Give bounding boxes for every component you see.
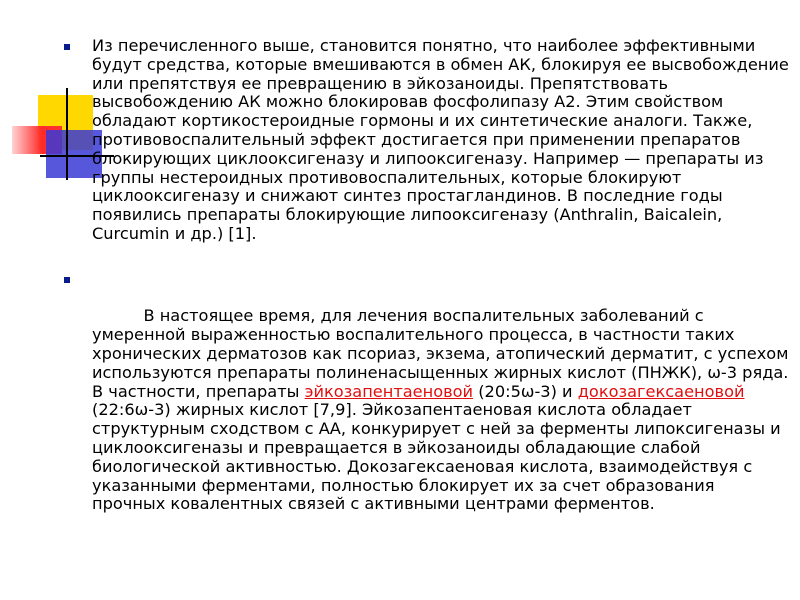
bullet-2-text-end: (22:6ω-3) жирных кислот [7,9]. Эйкозапентаеновая кислота обладает структурным сходством с АА, конкурирует с ней за ферменты липоксигеназы и циклооксигеназы и превращается в эйкозаноиды обладающие слабой биологической активностью. Докозагексаеновая кислота, взаимодействуя с указанными ферментами, полностью блокирует их за счет образования прочных ковалентных связей с активными центрами ферментов.	[92, 381, 786, 514]
bullet-list	[62, 37, 792, 533]
bullet-2-text-mid: (20:5ω-3) и	[473, 381, 578, 401]
link-docosahexaenoic[interactable]: докозагексаеновой	[577, 381, 745, 401]
bullet-item-1	[62, 37, 792, 244]
link-eicosapentaenoic[interactable]: эйкозапентаеновой	[304, 381, 474, 401]
bullet-square-icon	[64, 44, 70, 50]
bullet-item-2	[62, 270, 792, 533]
bullet-square-icon	[64, 277, 70, 283]
bullet-2-text-start: В настоящее время, для лечения воспалительных заболеваний с умеренной выраженностью воспалительного процесса, в частности таких хронических дерматозов как псориаз, экзема, атопический дерматит, с успехом используются препараты полиненасыщенных жирных кислот (ПНЖК), ω-3 ряда. В частности, препараты	[92, 306, 794, 401]
bullet-1-text: Из перечисленного выше, становится понятно, что наиболее эффективными будут средства, которые вмешиваются в обмен АК, блокируя ее высвобождение или препятствуя ее превращению в эйкозаноиды. Препятствовать высвобождению АК можно блокировав фосфолипазу А2. Этим свойством обладают кортикостероидные гормоны и их синтетические аналоги. Также, противовоспалительный эффект достигается при применении препаратов блокирующих циклооксигеназу и липооксигеназу. Например — препараты из группы нестероидных противовоспалительных, которые блокируют циклооксигеназу и снижают синтез простагландинов. В последние годы появились препараты блокирующие липооксигеназу (Anthralin, Baicalein, Curcumin и др.) [1].	[92, 36, 789, 243]
